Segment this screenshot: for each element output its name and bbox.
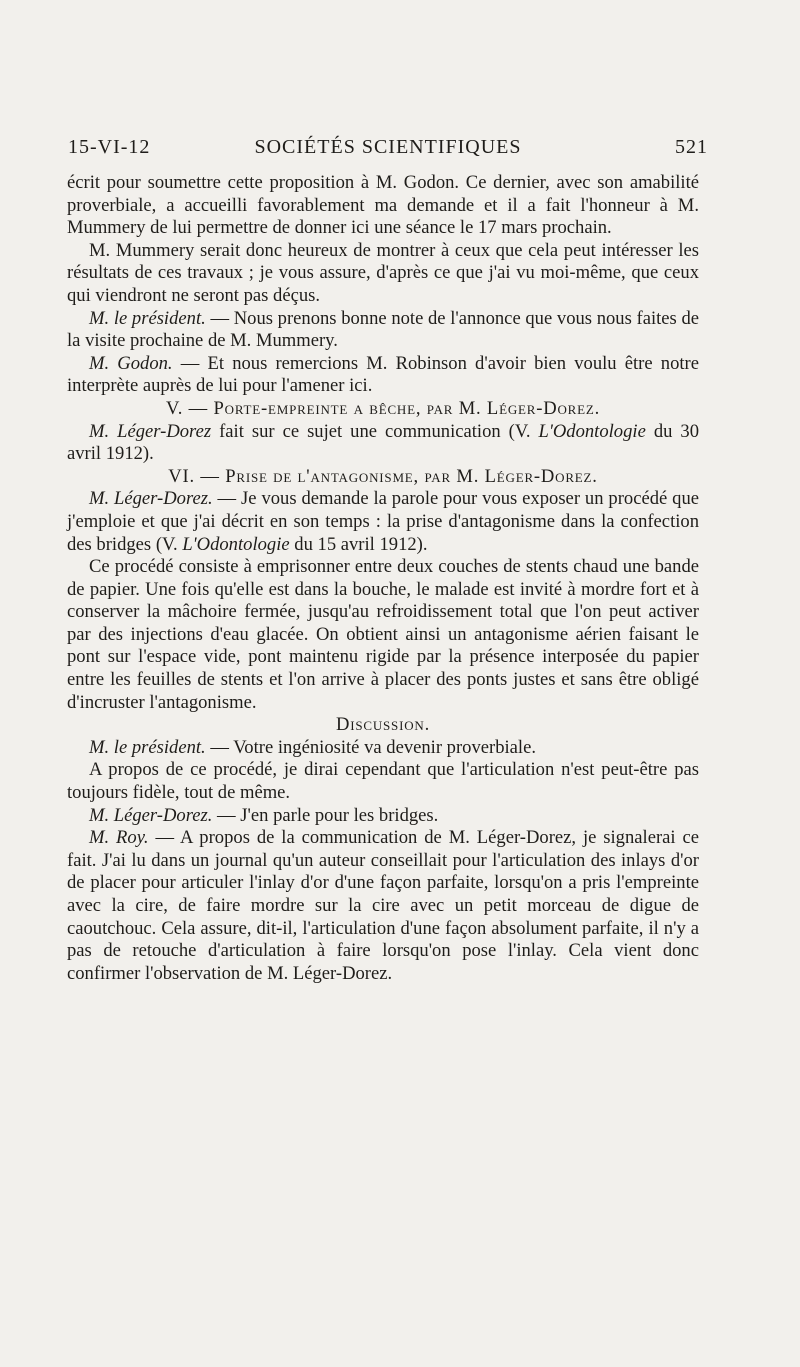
speaker-name: M. le président. [89, 736, 206, 758]
speech-text: du 15 avril 1912). [289, 533, 428, 555]
journal-title: L'Odontologie [182, 533, 290, 555]
speech-text: du 30 avril 1912). [67, 420, 699, 465]
section-heading-discussion: Discussion. [335, 714, 431, 736]
paragraph-4 [67, 353, 699, 398]
journal-title: L'Odontologie [538, 420, 646, 442]
paragraph-7: Ce procédé consiste à emprisonner entre deux couches de stents chaud une bande de papier. Une fois qu'elle est dans la bouche, le malade est invité à mordre fort et à conserver la mâchoire fermée, jusqu'au refroidissement total que l'on peut activer par des injections d'eau glacée. On obtient ainsi un antagonisme aérien faisant le pont sur l'espace vide, pont maintenu rigide par la présence interposée du papier entre les feuilles de stents et l'on arrive à placer des ponts justes et sans être obligé d'incruster l'antagonisme. [67, 556, 699, 713]
speaker-name: M. Godon. [89, 352, 173, 374]
paragraph-11 [67, 827, 699, 985]
running-head-date: 15-VI-12 [68, 136, 151, 158]
paragraph-8 [67, 737, 699, 760]
running-head-title: SOCIÉTÉS SCIENTIFIQUES [254, 136, 522, 158]
speaker-name: M. Léger-Dorez [89, 420, 212, 442]
speech-text: — Je vous demande la parole pour vous exposer un procédé que j'emploie et que j'ai décrit en son temps : la prise d'antagonisme dans la confection des bridges (V. [67, 488, 699, 555]
paragraph-9: A propos de ce procédé, je dirai cependant que l'articulation n'est peut-être pas toujours fidèle, tout de même. [67, 759, 699, 804]
paragraph-5 [67, 421, 699, 466]
speech-text: — Et nous remercions M. Robinson d'avoir bien voulu être notre interprète auprès de lui pour l'amener ici. [67, 352, 699, 397]
section-heading-v: V. — Porte-empreinte a bêche, par M. Léger-Dorez. [165, 397, 601, 419]
page-number: 521 [675, 136, 708, 158]
speech-text: — Votre ingéniosité va devenir proverbiale. [205, 736, 536, 758]
paragraph-3 [67, 308, 699, 353]
speech-text: — Nous prenons bonne note de l'annonce que vous nous faites de la visite prochaine de M. Mummery. [67, 307, 699, 352]
speech-text: — J'en parle pour les bridges. [212, 804, 439, 826]
speech-text: fait sur ce sujet une communication (V. [211, 420, 539, 442]
speaker-name: M. Léger-Dorez. [89, 804, 213, 826]
speech-text: — A propos de la communication de M. Léger-Dorez, je signalerai ce fait. J'ai lu dans un journal qu'un auteur conseillait pour l'articulation des inlays d'or de placer pour articuler l'inlay d'or d'une façon parfaite, lorsqu'on a pris l'empreinte avec la cire, de faire mordre sur la cire avec un petit morceau de digue de caoutchouc. Cela assure, dit-il, l'articulation d'une façon absolument parfaite, il n'y a pas de retouche d'articulation à faire lorsqu'on pose l'inlay. Cela vient donc confirmer l'observation de M. Léger-Dorez. [67, 827, 699, 984]
paragraph-10 [67, 805, 699, 828]
speaker-name: M. Roy. [89, 827, 149, 849]
running-head [68, 136, 708, 164]
paragraph-1: écrit pour soumettre cette proposition à M. Godon. Ce dernier, avec son amabilité proverbiale, a accueilli favorablement ma demande et il a fait l'honneur à M. Mummery de lui permettre de donner ici une séance le 17 mars prochain. [67, 172, 699, 239]
paragraph-2: M. Mummery serait donc heureux de montrer à ceux que cela peut intéresser les résultats de ces travaux ; je vous assure, d'après ce que j'ai vu moi-même, que ceux qui viendront ne seront pas déçus. [67, 239, 699, 306]
section-heading-vi: VI. — Prise de l'antagonisme, par M. Léger-Dorez. [168, 465, 598, 487]
speaker-name: M. le président. [89, 307, 206, 329]
paragraph-6 [67, 488, 699, 556]
speaker-name: M. Léger-Dorez. [89, 488, 213, 510]
body-text [67, 172, 699, 985]
